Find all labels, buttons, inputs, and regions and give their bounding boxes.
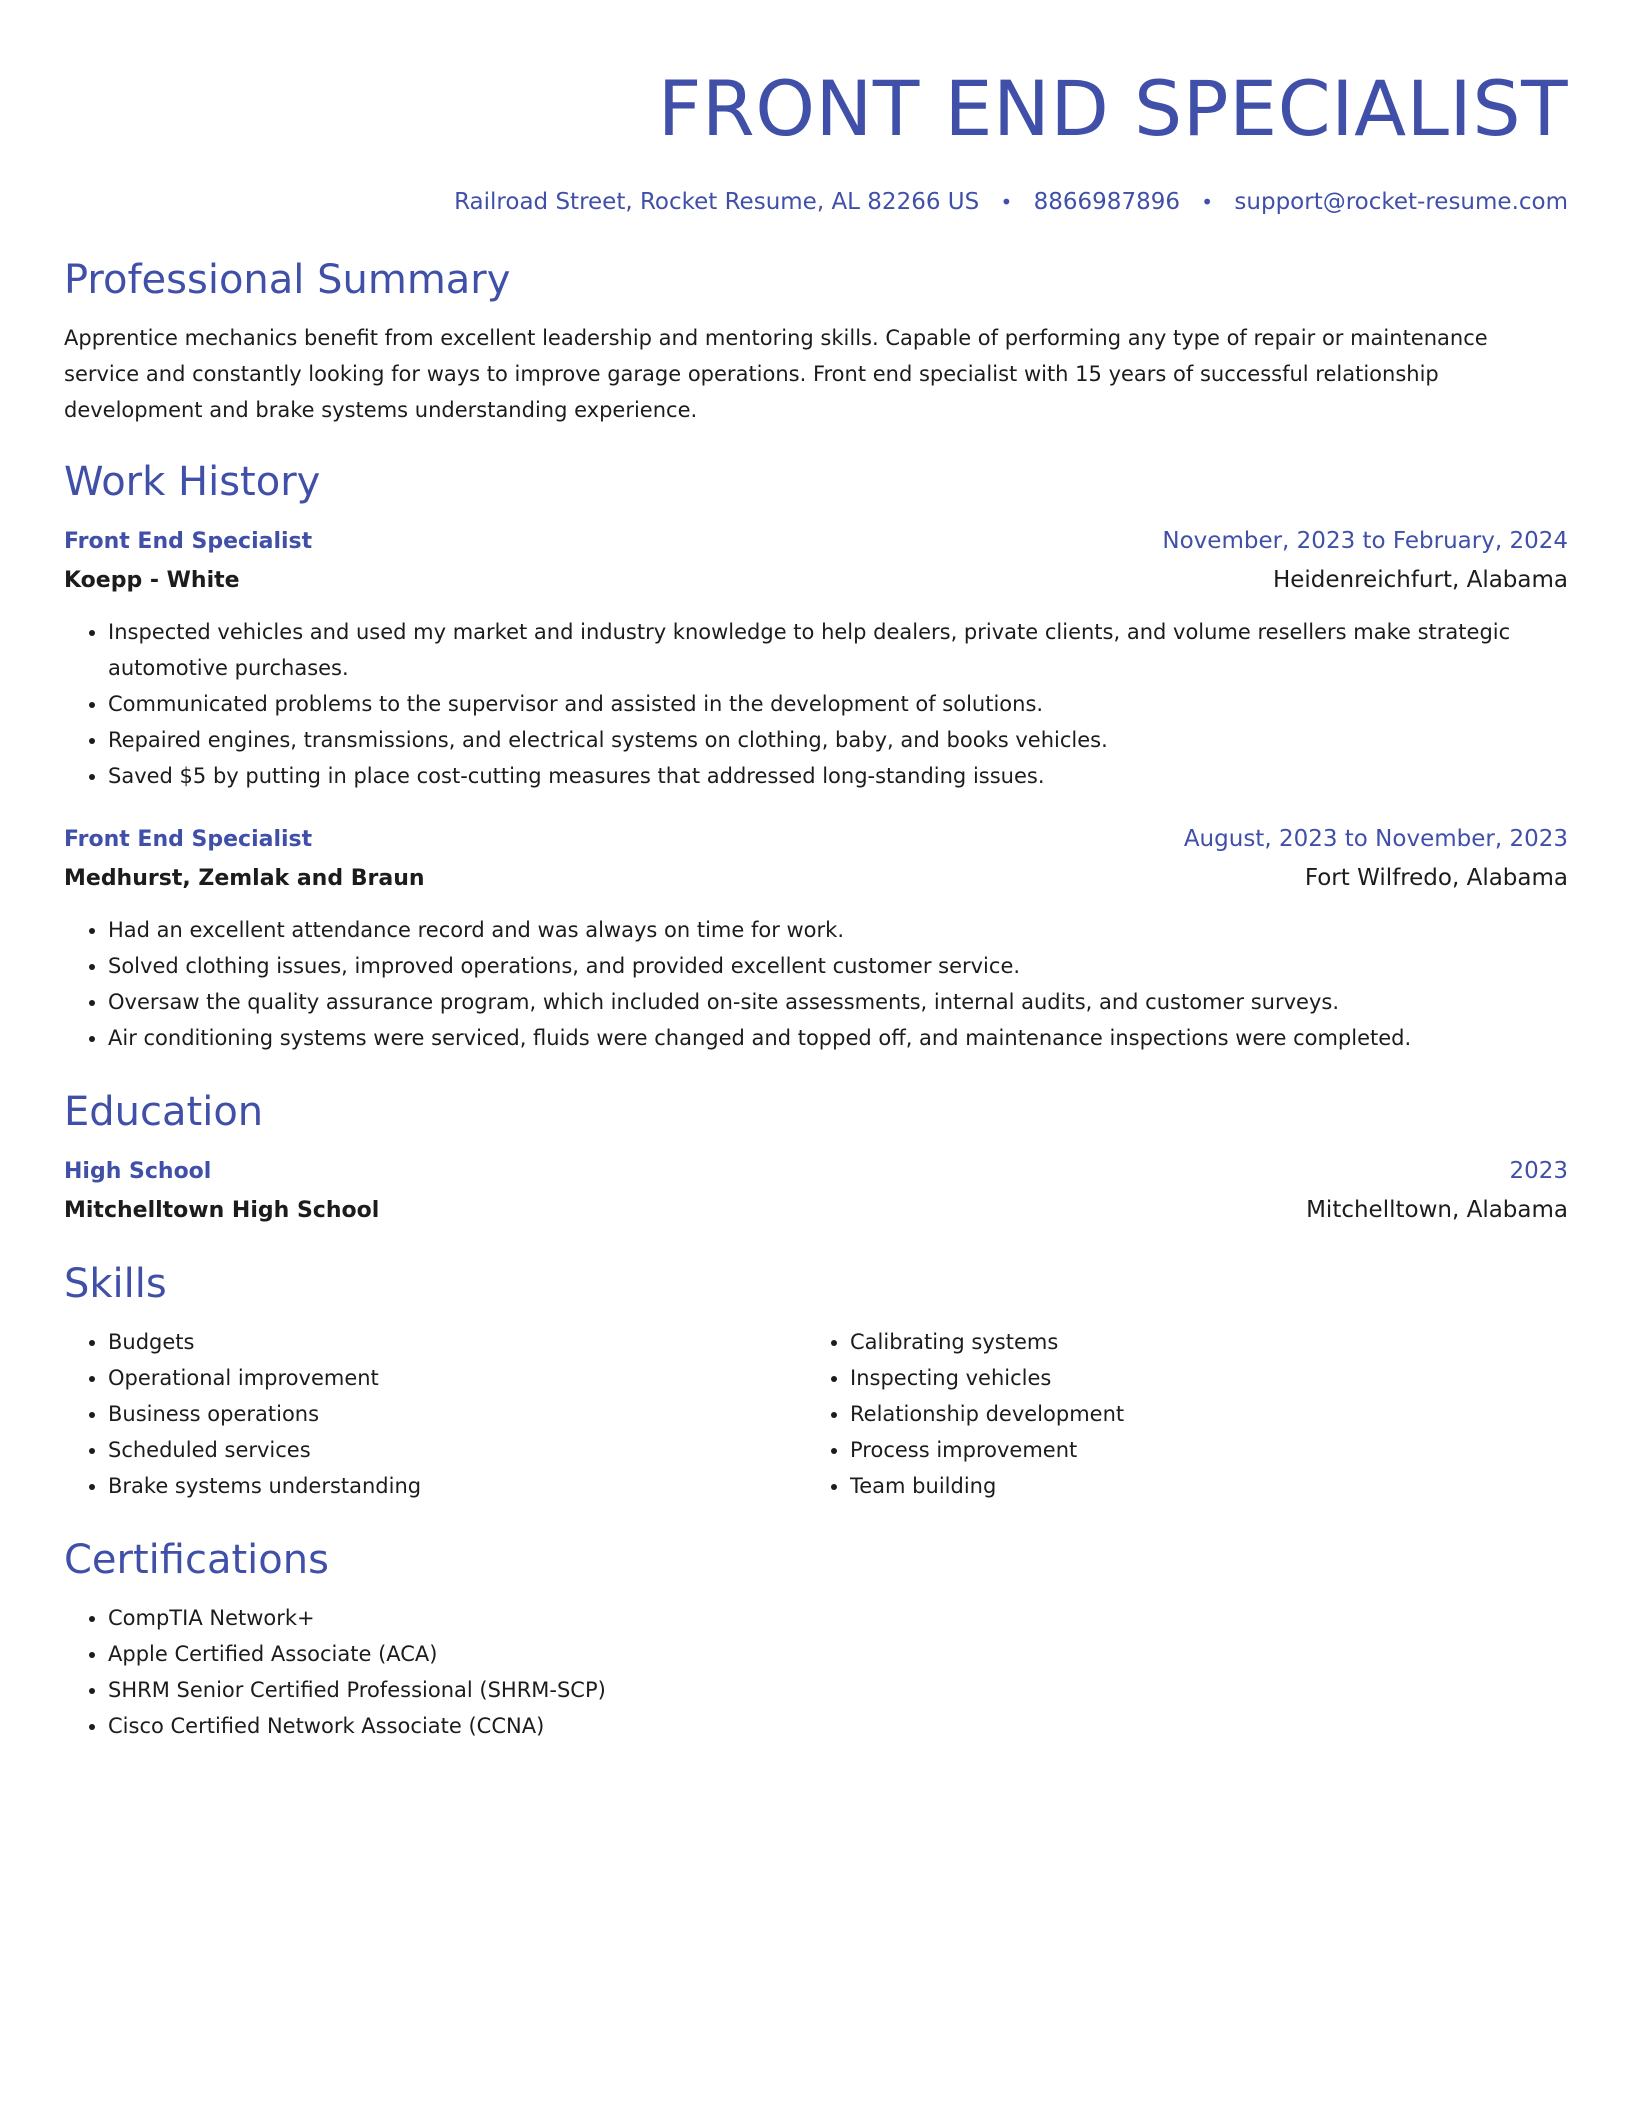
skill-item: • Calibrating systems <box>850 1324 1524 1360</box>
certifications-heading: Certifications <box>64 1537 329 1583</box>
job-bullet: • Communicated problems to the supervisor and assisted in the development of solutions. <box>108 686 1568 722</box>
job-role: Front End Specialist <box>64 529 313 554</box>
skill-item: • Relationship development <box>850 1396 1524 1432</box>
job-location: Fort Wilfredo, Alabama <box>1304 865 1568 891</box>
certification-item: • SHRM Senior Certified Professional (SHRM-SCP) <box>108 1672 1568 1708</box>
contact-separator: • <box>1000 190 1013 214</box>
contact-address: Railroad Street, Rocket Resume, AL 82266 US <box>454 189 980 215</box>
skill-item: • Operational improvement <box>108 1360 764 1396</box>
contact-email: support@rocket-resume.com <box>1234 189 1568 215</box>
job-entry <box>64 522 1568 794</box>
job-company: Medhurst, Zemlak and Braun <box>64 866 425 891</box>
skills-heading: Skills <box>64 1261 167 1307</box>
skill-item: • Scheduled services <box>108 1432 764 1468</box>
skill-item: • Inspecting vehicles <box>850 1360 1524 1396</box>
job-bullet: • Oversaw the quality assurance program, which included on-site assessments, internal audits, and customer surveys. <box>108 984 1568 1020</box>
education-entry <box>64 1152 1568 1230</box>
job-bullet: • Air conditioning systems were serviced, fluids were changed and topped off, and maintenance inspections were completed. <box>108 1020 1568 1056</box>
education-year: 2023 <box>1509 1158 1568 1184</box>
certification-item: • Cisco Certified Network Associate (CCNA) <box>108 1708 1568 1744</box>
job-bullet: • Saved $5 by putting in place cost-cutting measures that addressed long-standing issues. <box>108 758 1568 794</box>
job-entry <box>64 820 1568 1056</box>
job-company: Koepp - White <box>64 568 240 593</box>
skill-item: • Process improvement <box>850 1432 1524 1468</box>
contact-phone: 8866987896 <box>1033 189 1180 215</box>
education-location: Mitchelltown, Alabama <box>1306 1197 1568 1223</box>
work-history-heading: Work History <box>64 459 321 505</box>
job-bullet-list <box>64 614 1568 794</box>
job-bullet: • Inspected vehicles and used my market and industry knowledge to help dealers, private clients, and volume resellers make strategic automotive purchases. <box>108 614 1568 686</box>
certification-item: • Apple Certified Associate (ACA) <box>108 1636 1568 1672</box>
skill-item: • Business operations <box>108 1396 764 1432</box>
education-degree: High School <box>64 1159 212 1184</box>
skill-item: • Budgets <box>108 1324 764 1360</box>
skills-list-right <box>764 1324 1524 1504</box>
job-role: Front End Specialist <box>64 827 313 852</box>
skill-item: • Team building <box>850 1468 1524 1504</box>
job-bullet: • Had an excellent attendance record and was always on time for work. <box>108 912 1568 948</box>
resume-name: FRONT END SPECIALIST <box>657 64 1568 153</box>
summary-text: Apprentice mechanics benefit from excellent leadership and mentoring skills. Capable of performing any type of repair or maintenance service and constantly looking for ways to improve garage operations. Front end specialist with 15 years of successful relationship development and brake systems understanding experience. <box>64 326 1488 422</box>
contact-line <box>64 184 1568 220</box>
skill-item: • Brake systems understanding <box>108 1468 764 1504</box>
certifications-list <box>64 1600 1568 1744</box>
summary-heading: Professional Summary <box>64 257 511 303</box>
skills-list-left <box>64 1324 764 1504</box>
contact-separator: • <box>1201 190 1214 214</box>
job-bullet-list <box>64 912 1568 1056</box>
job-dates: November, 2023 to February, 2024 <box>1162 528 1568 554</box>
job-dates: August, 2023 to November, 2023 <box>1183 826 1568 852</box>
resume-page <box>64 48 1568 1744</box>
job-location: Heidenreichfurt, Alabama <box>1272 567 1568 593</box>
skills-grid <box>64 1324 1568 1504</box>
certification-item: • CompTIA Network+ <box>108 1600 1568 1636</box>
job-bullet: • Solved clothing issues, improved operations, and provided excellent customer service. <box>108 948 1568 984</box>
education-heading: Education <box>64 1089 264 1135</box>
job-bullet: • Repaired engines, transmissions, and electrical systems on clothing, baby, and books vehicles. <box>108 722 1568 758</box>
education-school: Mitchelltown High School <box>64 1198 380 1223</box>
